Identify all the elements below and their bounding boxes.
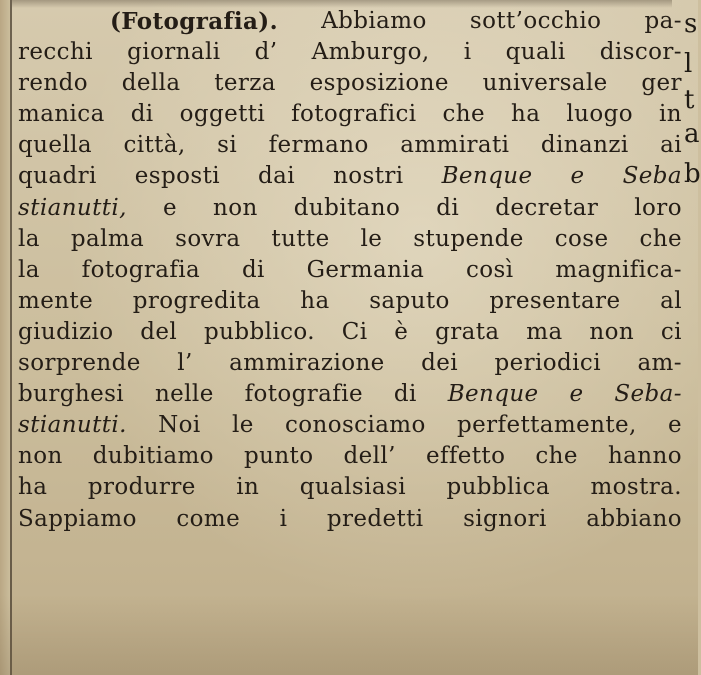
text-line bbox=[18, 130, 682, 161]
word: come bbox=[176, 505, 241, 532]
word: loro bbox=[634, 194, 682, 221]
word: Amburgo, bbox=[311, 39, 430, 66]
word: le bbox=[231, 412, 254, 439]
word: della bbox=[121, 70, 181, 97]
word: effetto bbox=[425, 443, 506, 470]
word: stianutti. bbox=[18, 412, 127, 439]
word: terza bbox=[214, 70, 276, 97]
word: dell’ bbox=[343, 443, 396, 470]
article-column bbox=[18, 6, 682, 535]
word: palma bbox=[70, 225, 145, 252]
margin-char: s bbox=[684, 9, 698, 39]
word: punto bbox=[244, 443, 314, 470]
word: ammirazione bbox=[229, 350, 385, 377]
word: Benque bbox=[441, 163, 533, 190]
word: manica bbox=[18, 101, 105, 128]
text-line bbox=[18, 410, 682, 441]
margin-char: b bbox=[684, 159, 701, 189]
word: Benque bbox=[447, 381, 539, 408]
word: quella bbox=[18, 132, 92, 159]
text-line bbox=[18, 68, 682, 99]
word: la bbox=[18, 256, 40, 283]
word: grata bbox=[435, 318, 500, 345]
word: fotografia bbox=[81, 256, 201, 283]
word: ha bbox=[18, 474, 48, 501]
word: universale bbox=[482, 70, 608, 97]
text-line bbox=[18, 193, 682, 224]
word: i bbox=[463, 39, 472, 66]
word: e bbox=[569, 381, 584, 408]
word: hanno bbox=[607, 443, 682, 470]
word: in bbox=[236, 474, 260, 501]
margin-char: a bbox=[684, 119, 700, 149]
column-divider-rule bbox=[10, 0, 12, 675]
word: e bbox=[570, 163, 585, 190]
word: di bbox=[393, 381, 417, 408]
word: dei bbox=[421, 350, 459, 377]
word: qualsiasi bbox=[299, 474, 406, 501]
word: rendo bbox=[18, 70, 88, 97]
word: esposizione bbox=[309, 70, 449, 97]
word: decretar bbox=[495, 194, 599, 221]
text-line bbox=[18, 472, 682, 503]
word: è bbox=[394, 318, 409, 345]
word: produrre bbox=[87, 474, 196, 501]
word: fotografie bbox=[244, 381, 363, 408]
text-line bbox=[18, 37, 682, 68]
margin-char: t bbox=[684, 85, 695, 115]
adjacent-column-fragment bbox=[684, 0, 701, 675]
word: magnifica- bbox=[555, 256, 682, 283]
word: giornali bbox=[127, 39, 221, 66]
word: i bbox=[279, 505, 288, 532]
word: periodici bbox=[494, 350, 601, 377]
word: perfettamente, bbox=[457, 412, 637, 439]
word: e bbox=[667, 412, 682, 439]
word: città, bbox=[123, 132, 186, 159]
text-line bbox=[18, 286, 682, 317]
word: d’ bbox=[254, 39, 278, 66]
word: ma bbox=[526, 318, 563, 345]
word: signori bbox=[463, 505, 547, 532]
bottom-shadow bbox=[0, 595, 698, 675]
word: presentare bbox=[489, 287, 621, 314]
margin-char: l bbox=[684, 49, 693, 79]
word: del bbox=[140, 318, 178, 345]
word: quali bbox=[505, 39, 566, 66]
word: dai bbox=[258, 163, 296, 190]
word: Sappiamo bbox=[18, 505, 137, 532]
word: non bbox=[18, 443, 63, 470]
text-line bbox=[18, 317, 682, 348]
word: ha bbox=[511, 101, 541, 128]
word: quadri bbox=[18, 163, 97, 190]
word: cose bbox=[554, 225, 609, 252]
word: che bbox=[535, 443, 578, 470]
text-line bbox=[18, 441, 682, 472]
text-line bbox=[18, 99, 682, 130]
word: mostra. bbox=[590, 474, 682, 501]
text-line bbox=[18, 6, 682, 37]
left-page-edge bbox=[0, 0, 10, 675]
word: stupende bbox=[413, 225, 524, 252]
word: la bbox=[18, 225, 40, 252]
text-line bbox=[18, 504, 682, 535]
word: che bbox=[639, 225, 682, 252]
word: ha bbox=[300, 287, 330, 314]
word: tutte bbox=[271, 225, 330, 252]
text-line bbox=[18, 255, 682, 286]
word: progredita bbox=[132, 287, 261, 314]
word: di bbox=[130, 101, 154, 128]
word: stianutti, bbox=[18, 194, 127, 221]
word: di bbox=[436, 194, 460, 221]
word: sott’occhio bbox=[469, 8, 602, 34]
word: Seba- bbox=[614, 381, 682, 408]
word: dubitiamo bbox=[92, 443, 214, 470]
word: ger bbox=[641, 70, 682, 97]
word: Germania bbox=[306, 256, 425, 283]
word: ammirati bbox=[400, 132, 510, 159]
word: le bbox=[360, 225, 383, 252]
word: non bbox=[589, 318, 635, 345]
word: pa- bbox=[644, 8, 682, 34]
word: Abbiamo bbox=[321, 8, 427, 34]
word: Noi bbox=[158, 412, 201, 439]
word: burghesi bbox=[18, 381, 125, 408]
text-line bbox=[18, 161, 682, 192]
word: dinanzi bbox=[540, 132, 629, 159]
word: (Fotografia). bbox=[110, 8, 278, 35]
word: che bbox=[442, 101, 486, 128]
word: abbiano bbox=[586, 505, 682, 532]
word: Seba bbox=[622, 163, 682, 190]
word: esposti bbox=[134, 163, 220, 190]
word: sorprende bbox=[18, 350, 141, 377]
word: nelle bbox=[154, 381, 214, 408]
word: dubitano bbox=[293, 194, 401, 221]
word: l’ bbox=[177, 350, 193, 377]
word: nostri bbox=[333, 163, 404, 190]
word: saputo bbox=[369, 287, 450, 314]
word: fermano bbox=[268, 132, 369, 159]
word: fotografici bbox=[291, 101, 417, 128]
word: recchi bbox=[18, 39, 93, 66]
word: in bbox=[658, 101, 682, 128]
word: predetti bbox=[326, 505, 424, 532]
word: sovra bbox=[175, 225, 241, 252]
word: e bbox=[162, 194, 177, 221]
word: ci bbox=[660, 318, 682, 345]
word: ai bbox=[660, 132, 682, 159]
word: discor- bbox=[599, 39, 682, 66]
word: si bbox=[217, 132, 238, 159]
text-line bbox=[18, 348, 682, 379]
word: al bbox=[660, 287, 682, 314]
word: giudizio bbox=[18, 318, 114, 345]
text-line bbox=[18, 379, 682, 410]
word: così bbox=[466, 256, 514, 283]
word: conosciamo bbox=[284, 412, 426, 439]
word: luogo bbox=[566, 101, 633, 128]
text-line bbox=[18, 224, 682, 255]
word: am- bbox=[637, 350, 682, 377]
word: oggetti bbox=[179, 101, 266, 128]
word: pubblico. bbox=[203, 318, 315, 345]
word: pubblica bbox=[446, 474, 550, 501]
word: mente bbox=[18, 287, 94, 314]
word: di bbox=[241, 256, 265, 283]
word: Ci bbox=[341, 318, 368, 345]
word: non bbox=[213, 194, 258, 221]
